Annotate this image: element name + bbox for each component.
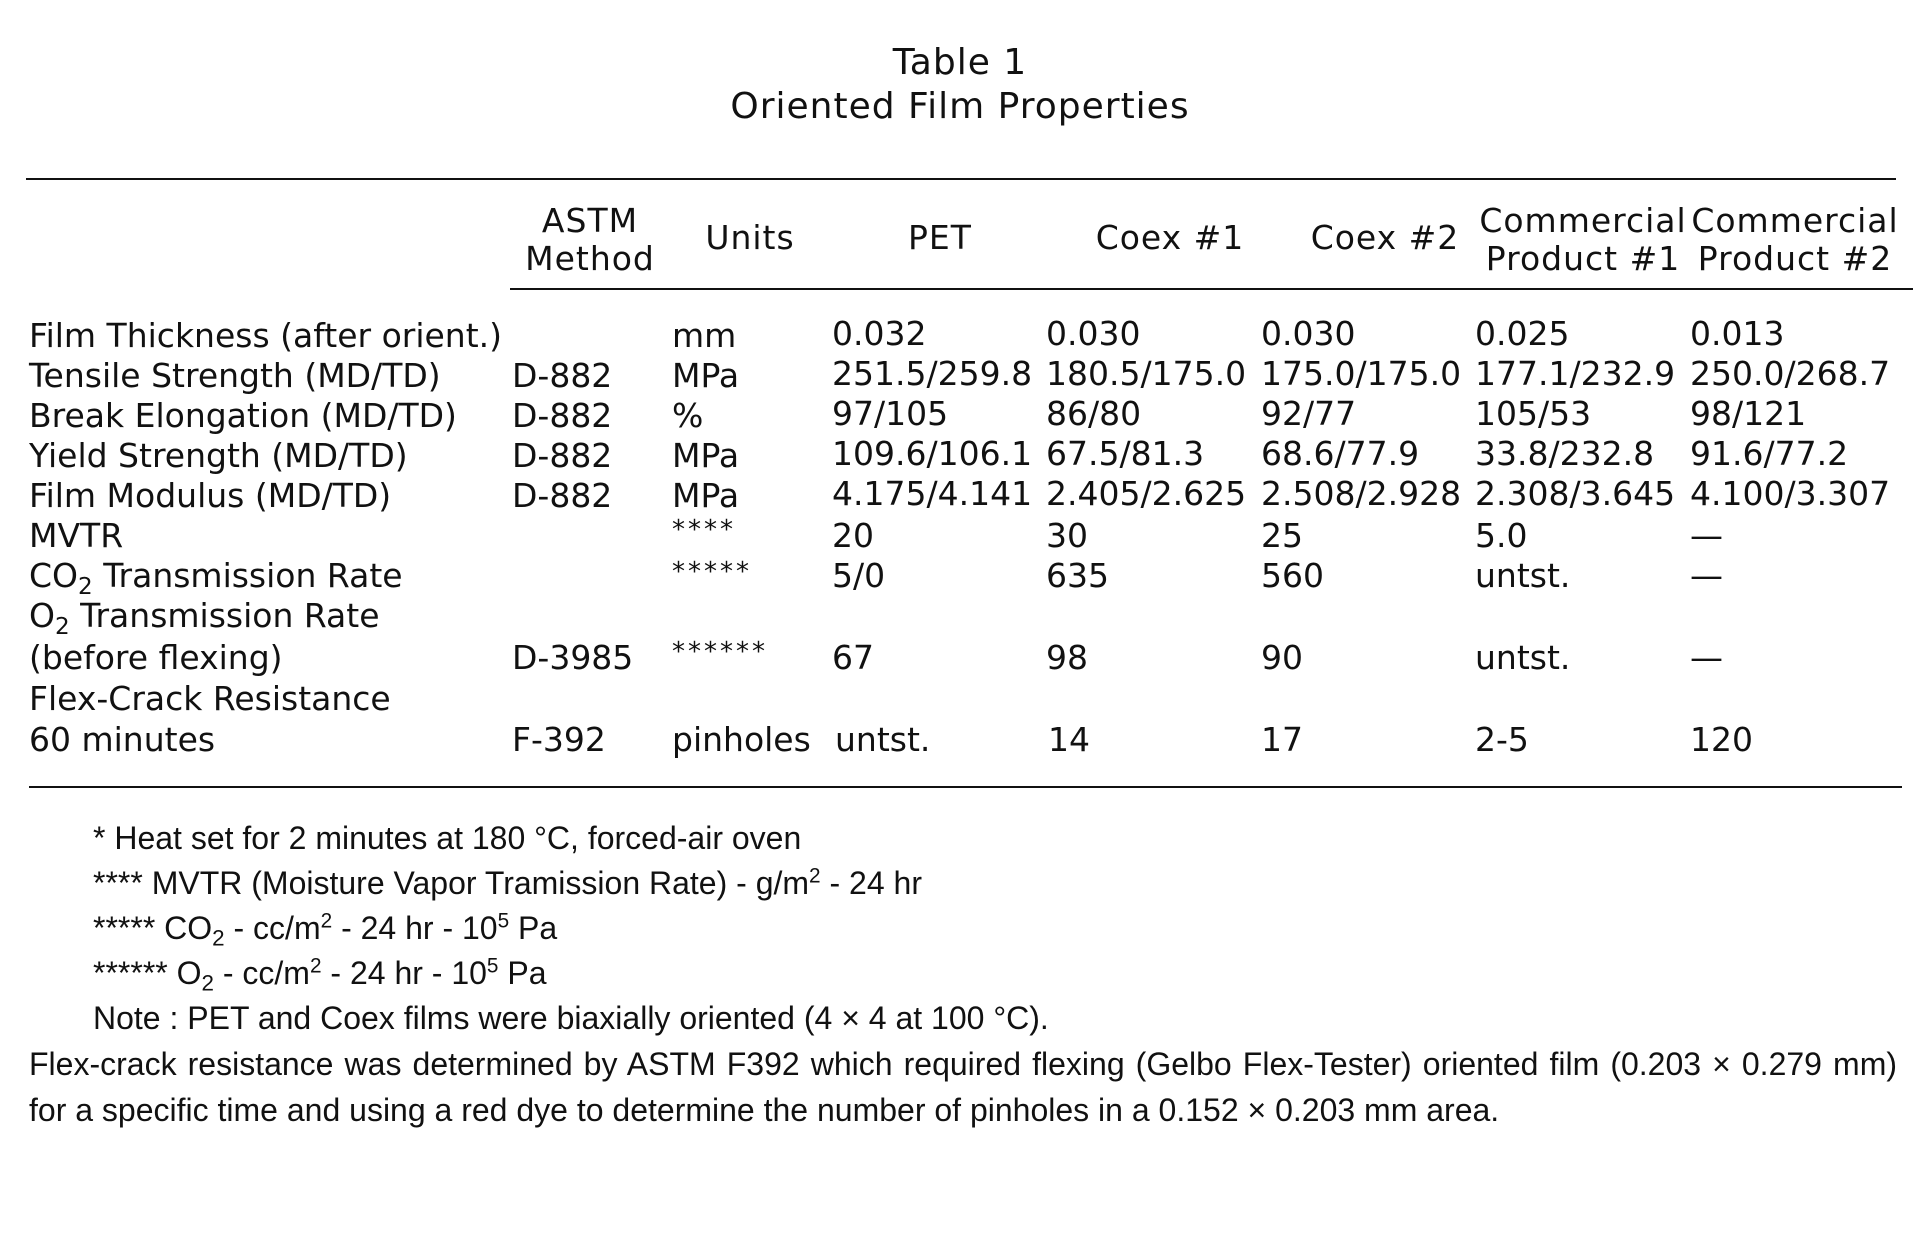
row-co2-label-sub: 2 [78, 573, 93, 600]
header-coex-1 [1070, 219, 1270, 257]
table-title: Table 1 [892, 42, 1028, 83]
row-film-modulus-coex1: 2.405/2.625 [1046, 474, 1247, 513]
header-astm-line2: Method [525, 239, 655, 278]
row-break-elongation-comm1: 105/53 [1475, 394, 1592, 433]
row-film-thickness-comm2: 0.013 [1690, 314, 1785, 353]
footnote-mvtr-post: - 24 hr [820, 865, 922, 901]
footnote-co2-sup1: 2 [320, 909, 333, 933]
row-tensile-strength-comm1: 177.1/232.9 [1475, 354, 1676, 393]
row-o2-label2: (before flexing) [29, 638, 283, 677]
row-break-elongation-coex1: 86/80 [1046, 394, 1142, 433]
row-flex-crack-pet: untst. [835, 720, 931, 759]
top-rule [26, 178, 1896, 180]
row-flex-crack-units: pinholes [672, 720, 811, 759]
row-yield-strength-units: MPa [672, 436, 740, 475]
footnote-heat-set: * Heat set for 2 minutes at 180 °C, forced-air oven [93, 820, 802, 856]
row-co2-units: ***** [672, 557, 752, 587]
row-yield-strength-comm2: 91.6/77.2 [1690, 434, 1849, 473]
footnote-co2-sub: 2 [212, 925, 225, 951]
row-co2-label [29, 556, 403, 600]
row-break-elongation-units: % [672, 396, 704, 435]
row-film-thickness-units: mm [672, 316, 737, 355]
header-pet [860, 219, 1020, 257]
header-astm-method [510, 202, 670, 278]
row-break-elongation-label: Break Elongation (MD/TD) [29, 396, 457, 435]
row-yield-strength-comm1: 33.8/232.8 [1475, 434, 1655, 473]
row-film-thickness-comm1: 0.025 [1475, 314, 1570, 353]
row-flex-crack-method: F-392 [512, 720, 606, 759]
row-yield-strength-coex1: 67.5/81.3 [1046, 434, 1205, 473]
footnote-o2-sup2: 5 [486, 954, 499, 978]
row-o2-method: D-3985 [512, 638, 634, 677]
footnote-mvtr [93, 863, 922, 903]
bottom-rule [29, 786, 1902, 788]
header-commercial-2-line2: Product #2 [1697, 239, 1893, 278]
row-tensile-strength-coex2: 175.0/175.0 [1261, 354, 1462, 393]
row-break-elongation-method: D-882 [512, 396, 613, 435]
footnote-co2-sup2: 5 [497, 909, 510, 933]
row-co2-coex1: 635 [1046, 556, 1109, 595]
header-astm-line1: ASTM [541, 201, 639, 240]
footnote-note: Note : PET and Coex films were biaxially oriented (4 × 4 at 100 °C). [93, 1000, 1049, 1036]
footnote-mvtr-pre: **** MVTR (Moisture Vapor Tramission Rate) - g/m [93, 865, 810, 901]
footnote-co2-b: - cc/m [224, 910, 321, 946]
row-film-thickness-pet: 0.032 [832, 314, 927, 353]
row-tensile-strength-coex1: 180.5/175.0 [1046, 354, 1247, 393]
row-flex-crack-coex1: 14 [1048, 720, 1090, 759]
row-film-modulus-label: Film Modulus (MD/TD) [29, 476, 392, 515]
row-film-thickness-coex2: 0.030 [1261, 314, 1356, 353]
row-co2-pet: 5/0 [832, 556, 886, 595]
row-o2-coex1: 98 [1046, 638, 1088, 677]
row-mvtr-coex2: 25 [1261, 516, 1303, 555]
footnote-o2-c: - 24 hr - 10 [321, 955, 487, 991]
header-units-label: Units [705, 218, 795, 257]
footnote-o2-sub: 2 [201, 970, 214, 996]
row-o2-comm2: — [1690, 638, 1723, 677]
row-film-thickness-coex1: 0.030 [1046, 314, 1141, 353]
header-commercial-2-line1: Commercial [1691, 201, 1899, 240]
footnote-co2-a: ***** CO [93, 910, 213, 946]
row-film-modulus-method: D-882 [512, 476, 613, 515]
row-co2-coex2: 560 [1261, 556, 1324, 595]
row-mvtr-coex1: 30 [1046, 516, 1088, 555]
row-yield-strength-coex2: 68.6/77.9 [1261, 434, 1420, 473]
row-o2-comm1: untst. [1475, 638, 1571, 677]
header-coex-1-label: Coex #1 [1095, 218, 1245, 257]
row-flex-crack-coex2: 17 [1261, 720, 1303, 759]
row-tensile-strength-comm2: 250.0/268.7 [1690, 354, 1891, 393]
row-yield-strength-pet: 109.6/106.1 [832, 434, 1033, 473]
row-film-modulus-comm2: 4.100/3.307 [1690, 474, 1891, 513]
row-yield-strength-method: D-882 [512, 436, 613, 475]
row-film-modulus-units: MPa [672, 476, 740, 515]
row-tensile-strength-label: Tensile Strength (MD/TD) [29, 356, 441, 395]
row-yield-strength-label: Yield Strength (MD/TD) [29, 436, 408, 475]
row-o2-pet: 67 [832, 638, 874, 677]
row-mvtr-label: MVTR [29, 516, 124, 555]
row-mvtr-comm1: 5.0 [1475, 516, 1528, 555]
header-commercial-1-line2: Product #1 [1485, 239, 1681, 278]
footnote-o2 [93, 953, 547, 996]
row-film-modulus-comm1: 2.308/3.645 [1475, 474, 1676, 513]
row-o2-coex2: 90 [1261, 638, 1303, 677]
row-co2-comm1: untst. [1475, 556, 1571, 595]
row-o2-label-sub: 2 [54, 613, 70, 640]
table-subtitle: Oriented Film Properties [730, 86, 1190, 127]
row-co2-label-post: Transmission Rate [92, 556, 403, 595]
row-flex-crack-label: Flex-Crack Resistance [29, 679, 391, 718]
row-co2-comm2: — [1690, 556, 1723, 595]
row-break-elongation-comm2: 98/121 [1690, 394, 1807, 433]
row-tensile-strength-method: D-882 [512, 356, 613, 395]
row-o2-label-pre: O [29, 596, 55, 635]
header-commercial-1 [1478, 202, 1688, 278]
row-mvtr-comm2: — [1690, 516, 1723, 555]
row-flex-crack-comm2: 120 [1690, 720, 1753, 759]
header-commercial-1-line1: Commercial [1479, 201, 1687, 240]
row-flex-crack-comm1: 2-5 [1475, 720, 1529, 759]
footnote-o2-b: - cc/m [213, 955, 310, 991]
header-coex-2-label: Coex #2 [1310, 218, 1460, 257]
row-film-modulus-pet: 4.175/4.141 [832, 474, 1033, 513]
footnote-o2-sup1: 2 [309, 954, 322, 978]
footnote-co2-c: - 24 hr - 10 [332, 910, 498, 946]
header-commercial-2 [1690, 202, 1900, 278]
row-break-elongation-pet: 97/105 [832, 394, 949, 433]
row-break-elongation-coex2: 92/77 [1261, 394, 1357, 433]
row-tensile-strength-units: MPa [672, 356, 740, 395]
footnote-o2-a: ****** O [93, 955, 202, 991]
row-flex-crack-label2: 60 minutes [29, 720, 216, 759]
header-rule [510, 288, 1913, 290]
header-units [690, 219, 810, 257]
row-o2-units: ****** [672, 637, 768, 667]
row-film-thickness-label: Film Thickness (after orient.) [29, 316, 503, 355]
header-coex-2 [1285, 219, 1485, 257]
row-o2-label-post: Transmission Rate [69, 596, 380, 635]
row-co2-label-pre: CO [29, 556, 79, 595]
footnote-paragraph: Flex-crack resistance was determined by ASTM F392 which required flexing (Gelbo Flex-Tester) oriented film (0.203 × 0.279 mm) for a specific time and using a red dye to determine the number of pinholes in a 0.152 × 0.203 mm area. [29, 1046, 1897, 1128]
footnote-co2-d: Pa [509, 910, 558, 946]
footnote-o2-d: Pa [498, 955, 547, 991]
row-tensile-strength-pet: 251.5/259.8 [832, 354, 1033, 393]
row-film-modulus-coex2: 2.508/2.928 [1261, 474, 1462, 513]
footnote-mvtr-sup: 2 [809, 864, 821, 888]
row-o2-label [29, 596, 380, 640]
footnote-co2 [93, 908, 558, 951]
row-mvtr-units: **** [672, 515, 736, 545]
row-mvtr-pet: 20 [832, 516, 874, 555]
header-pet-label: PET [908, 218, 972, 257]
